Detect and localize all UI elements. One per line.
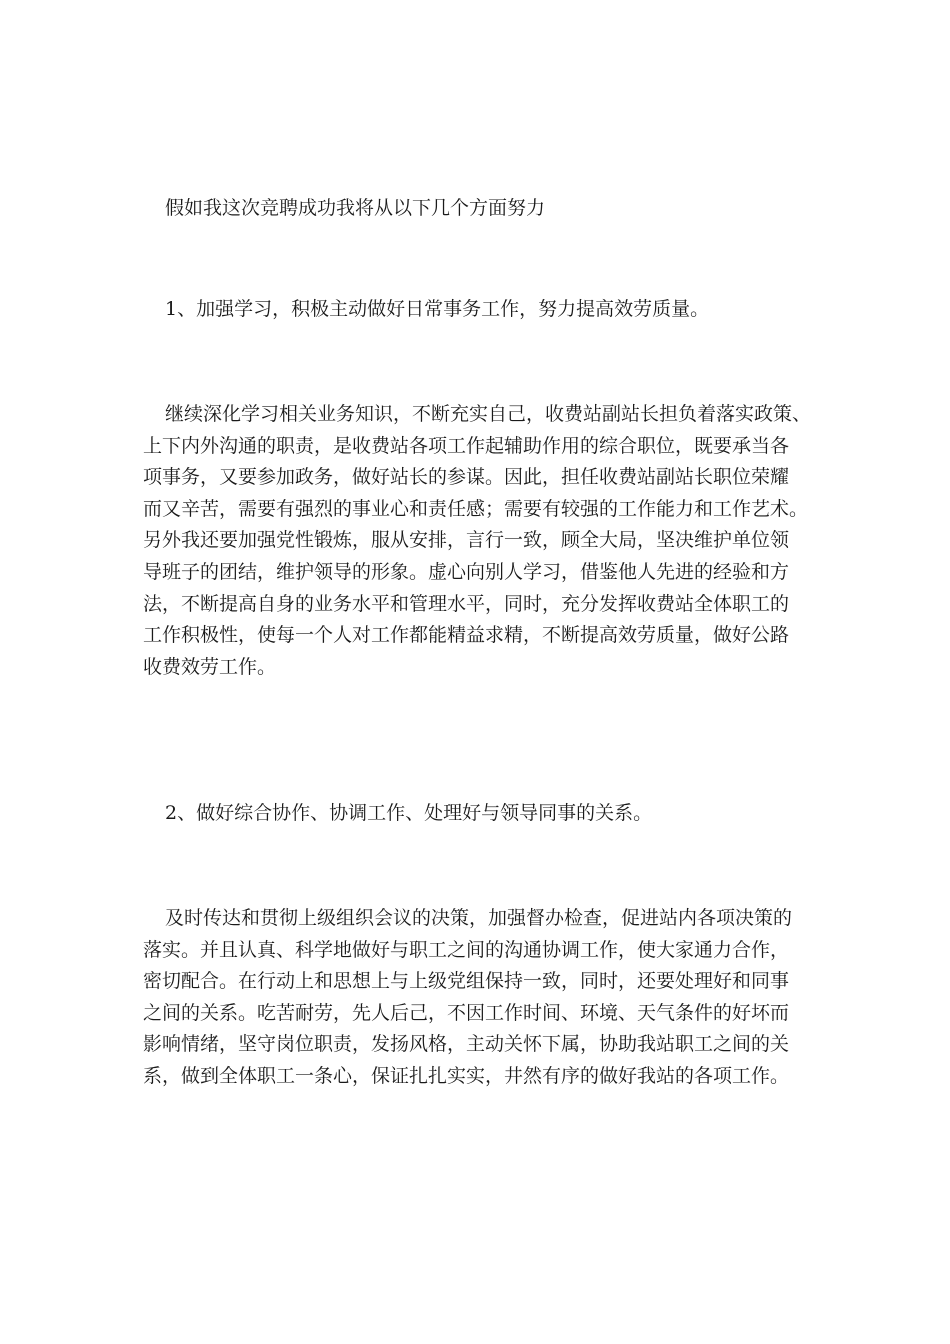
section-2-paragraph [143, 903, 813, 1093]
paragraph-line: 落实。并且认真、科学地做好与职工之间的沟通协调工作，使大家通力合作， [143, 938, 790, 961]
section-1-heading [143, 294, 835, 326]
section-1-heading-text: 1、加强学习，积极主动做好日常事务工作，努力提高效劳质量。 [165, 298, 710, 320]
paragraph-line: 项事务，又要参加政务，做好站长的参谋。因此，担任收费站副站长职位荣耀 [143, 466, 790, 489]
paragraph-line: 工作积极性，使每一个人对工作都能精益求精，不断提高效劳质量，做好公路 [143, 624, 790, 647]
section-2-heading-text: 2、做好综合协作、协调工作、处理好与领导同事的关系。 [165, 802, 653, 824]
section-1-paragraph [143, 399, 813, 683]
paragraph-line: 系，做到全体职工一条心，保证扎扎实实，井然有序的做好我站的各项工作。 [143, 1064, 790, 1087]
paragraph-line: 之间的关系。吃苦耐劳，先人后己，不因工作时间、环境、天气条件的好坏而 [143, 1001, 790, 1024]
paragraph-line: 而又辛苦，需要有强烈的事业心和责任感；需要有较强的工作能力和工作艺术。 [143, 497, 809, 520]
paragraph-line: 影响情绪，坚守岗位职责，发扬风格，主动关怀下属，协助我站职工之间的关 [143, 1033, 790, 1056]
intro-line [143, 193, 835, 225]
paragraph-line: 导班子的团结，维护领导的形象。虚心向别人学习，借鉴他人先进的经验和方 [143, 560, 790, 583]
paragraph-line: 法，不断提高自身的业务水平和管理水平，同时，充分发挥收费站全体职工的 [143, 592, 790, 615]
paragraph-line: 继续深化学习相关业务知识，不断充实自己，收费站副站长担负着落实政策、 [165, 403, 812, 425]
intro-text: 假如我这次竞聘成功我将从以下几个方面努力 [165, 197, 546, 219]
paragraph-line: 另外我还要加强党性锻炼，服从安排，言行一致，顾全大局，坚决维护单位领 [143, 529, 790, 552]
paragraph-line: 上下内外沟通的职责，是收费站各项工作起辅助作用的综合职位，既要承当各 [143, 434, 790, 457]
paragraph-line: 收费效劳工作。 [143, 655, 277, 678]
section-2-heading [143, 798, 835, 830]
paragraph-line: 及时传达和贯彻上级组织会议的决策，加强督办检查，促进站内各项决策的 [165, 907, 793, 929]
paragraph-line: 密切配合。在行动上和思想上与上级党组保持一致，同时，还要处理好和同事 [143, 970, 790, 993]
